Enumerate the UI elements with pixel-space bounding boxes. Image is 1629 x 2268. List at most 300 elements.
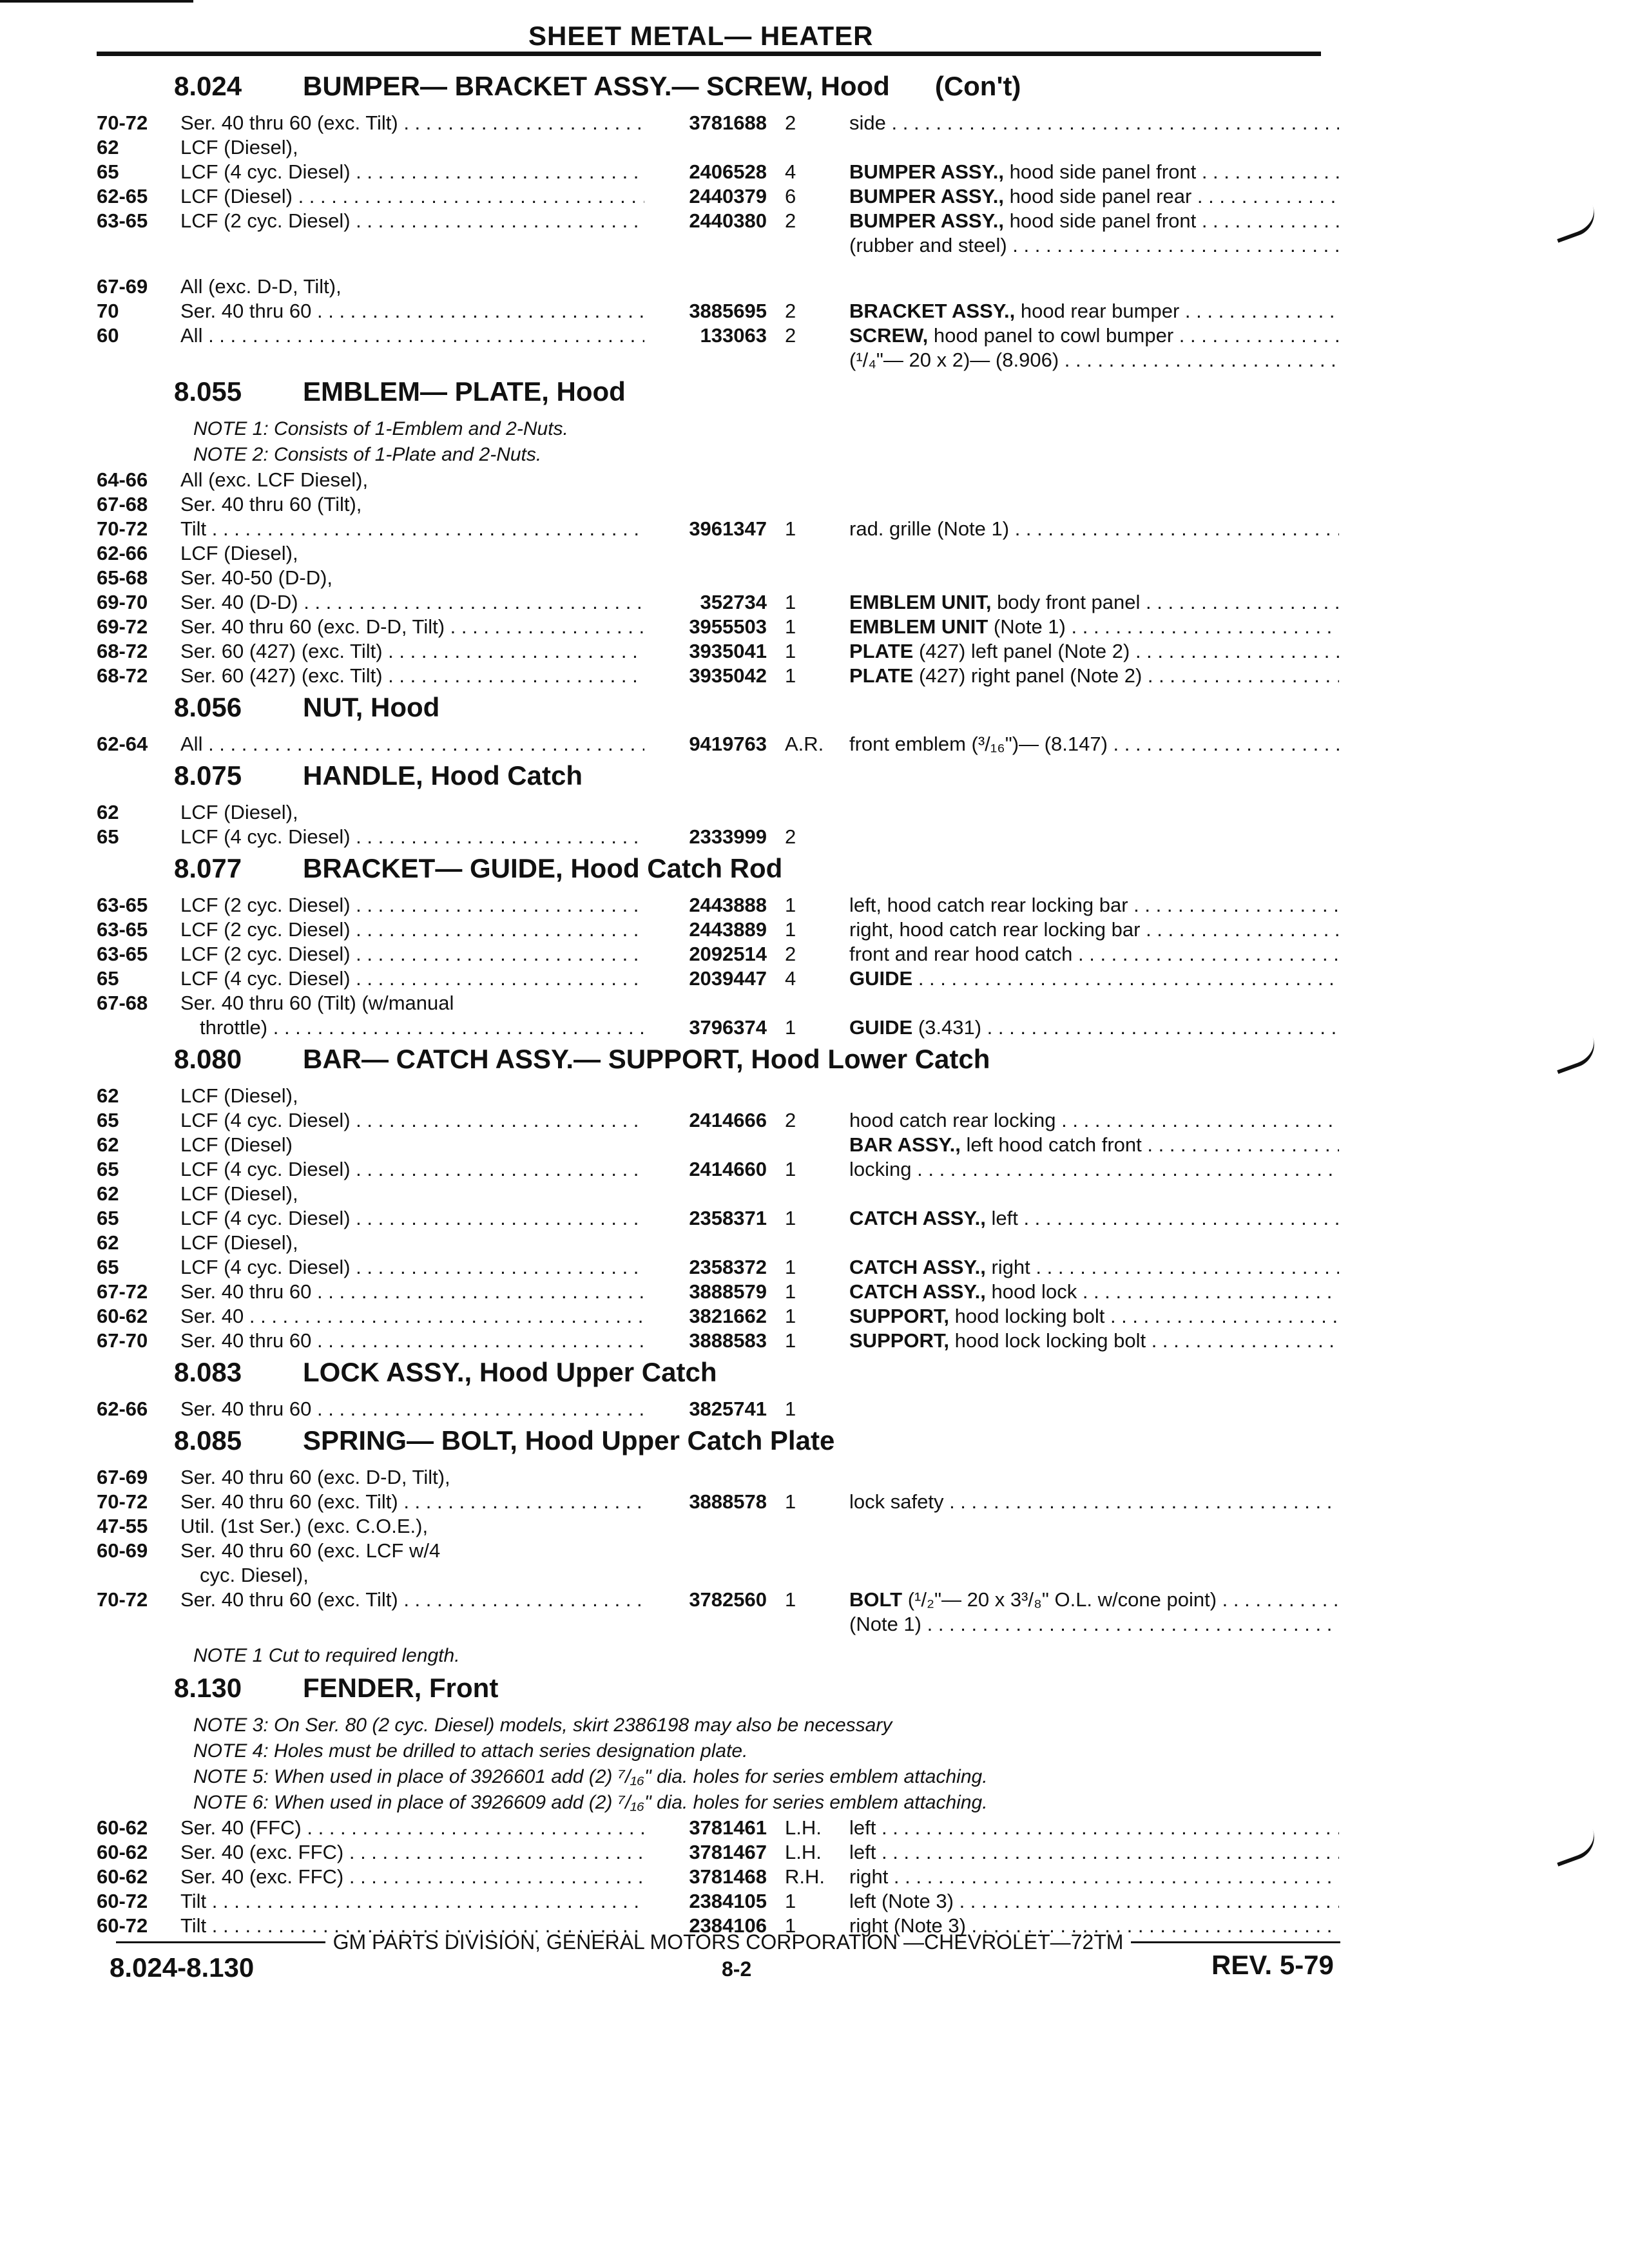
description-name: BOLT	[849, 1588, 903, 1611]
section-note: NOTE 6: When used in place of 3926609 add (2) ⁷/₁₆" dia. holes for series emblem attaching.	[193, 1792, 988, 1813]
model-application	[180, 1588, 644, 1612]
table-row	[97, 1255, 1347, 1280]
description-detail: hood locking bolt	[954, 1305, 1105, 1327]
model-text-wrap	[180, 1889, 644, 1914]
description-text	[849, 349, 1339, 371]
model-text: Ser. 60 (427) (exc. Tilt) . . .	[180, 664, 644, 687]
description-text	[849, 1109, 1339, 1131]
model-text: Ser. 40 thru 60 . . .	[180, 1398, 644, 1420]
part-number	[644, 800, 773, 825]
quantity: 1	[785, 1305, 796, 1327]
description-detail: left	[849, 1841, 876, 1863]
quantity: 1	[785, 1890, 796, 1912]
table-row	[97, 918, 1347, 942]
model-text-wrap	[180, 1588, 644, 1612]
section-8-075	[97, 760, 1347, 849]
table-row	[97, 323, 1347, 348]
year-range: 65	[97, 1109, 119, 1131]
description-detail: front emblem (³/₁₆")— (8.147)	[849, 733, 1108, 755]
year-range	[97, 1563, 180, 1588]
model-text: LCF (4 cyc. Diesel) . . .	[180, 1207, 644, 1229]
part-number: 3888578	[689, 1490, 767, 1513]
section-note: NOTE 3: On Ser. 80 (2 cyc. Diesel) models, skirt 2386198 may also be necessary	[193, 1715, 892, 1736]
model-text: LCF (Diesel),	[180, 1182, 298, 1205]
part-description	[830, 1157, 1339, 1182]
year-range: 60-62	[97, 1305, 148, 1327]
quantity: 1	[785, 894, 796, 916]
description-name: PLATE	[849, 640, 914, 662]
description-text	[849, 967, 1339, 990]
section-title: NUT, Hood	[303, 692, 440, 722]
description-detail: (¹/₄"— 20 x 2)— (8.906)	[849, 349, 1059, 371]
parts-listing	[97, 71, 1347, 1942]
model-text: LCF (2 cyc. Diesel) . . .	[180, 943, 644, 965]
description-detail: side	[849, 111, 886, 134]
model-text-wrap	[180, 825, 644, 849]
model-application	[180, 991, 644, 1015]
part-description	[830, 1490, 1339, 1514]
model-text-wrap	[180, 566, 333, 590]
description-name: CATCH ASSY.,	[849, 1256, 986, 1278]
quantity: 4	[785, 967, 796, 990]
model-application	[180, 541, 644, 566]
quantity	[773, 492, 830, 517]
model-text: Ser. 40 thru 60 . . .	[180, 300, 644, 322]
footer-rule-right	[1131, 1941, 1340, 1943]
description-text	[849, 1016, 1339, 1039]
part-number: 352734	[700, 591, 767, 613]
model-text: LCF (4 cyc. Diesel) . . .	[180, 160, 644, 183]
table-row	[97, 1889, 1347, 1914]
part-description	[830, 1304, 1339, 1329]
section-number: 8.024	[174, 71, 242, 101]
year-range: 62-64	[97, 733, 148, 755]
year-range: 62-66	[97, 542, 148, 564]
section-number: 8.056	[174, 692, 242, 722]
part-description	[830, 639, 1339, 664]
part-number: 3935041	[689, 640, 767, 662]
model-application	[180, 566, 644, 590]
part-number	[644, 274, 773, 299]
model-application	[180, 893, 644, 918]
description-text	[849, 1329, 1339, 1352]
part-description	[830, 184, 1339, 209]
row-gap	[97, 258, 1347, 274]
part-number	[644, 1133, 773, 1157]
model-text: Ser. 40 thru 60 (exc. D-D, Tilt),	[180, 1466, 450, 1488]
year-range: 60-62	[97, 1841, 148, 1863]
quantity	[773, 1465, 830, 1490]
quantity: 2	[785, 300, 796, 322]
part-number	[644, 468, 773, 492]
section-8-083	[97, 1357, 1347, 1421]
table-row	[97, 160, 1347, 184]
model-text: Ser. 40 (exc. FFC) . . .	[180, 1865, 644, 1888]
model-text: All . . .	[180, 733, 644, 755]
model-text-wrap	[180, 590, 644, 615]
model-text-wrap	[180, 135, 298, 160]
part-description	[830, 1280, 1339, 1304]
model-text: LCF (Diesel),	[180, 1084, 298, 1107]
quantity: 1	[785, 640, 796, 662]
model-text-wrap	[180, 111, 644, 135]
section-heading	[97, 1044, 1347, 1084]
description-detail: (427) right panel (Note 2)	[918, 664, 1142, 687]
quantity: 4	[785, 160, 796, 183]
model-text: LCF (Diesel) . . .	[180, 185, 644, 207]
part-description	[830, 1563, 1339, 1588]
year-range: 47-55	[97, 1515, 148, 1537]
year-range: 63-65	[97, 894, 148, 916]
model-application	[180, 1108, 644, 1133]
part-number	[644, 1514, 773, 1539]
year-range: 62	[97, 1231, 119, 1254]
quantity: R.H.	[785, 1865, 825, 1888]
part-number: 2039447	[689, 967, 767, 990]
part-number: 3825741	[689, 1398, 767, 1420]
year-range: 60-72	[97, 1890, 148, 1912]
description-text	[849, 1890, 1339, 1912]
quantity: 2	[785, 209, 796, 232]
year-range: 65-68	[97, 566, 148, 589]
description-text	[849, 918, 1339, 941]
section-title: BUMPER— BRACKET ASSY.— SCREW, Hood	[303, 71, 890, 101]
model-text-wrap	[180, 966, 644, 991]
section-number: 8.085	[174, 1425, 242, 1456]
part-number	[644, 348, 773, 372]
model-text: Ser. 40 thru 60 . . .	[180, 1280, 644, 1303]
description-name: PLATE	[849, 664, 914, 687]
table-row	[97, 1588, 1347, 1612]
part-number: 133063	[700, 324, 767, 347]
year-range	[97, 1612, 180, 1637]
part-number: 2414666	[689, 1109, 767, 1131]
model-text-wrap	[180, 1397, 644, 1421]
part-number: 2358371	[689, 1207, 767, 1229]
description-name: BAR ASSY.,	[849, 1133, 961, 1156]
model-application	[180, 184, 644, 209]
section-number: 8.055	[174, 376, 242, 407]
model-text: Ser. 40 . . .	[180, 1305, 644, 1327]
binder-hole-mark	[1550, 1829, 1601, 1867]
part-description	[830, 1108, 1339, 1133]
part-description	[830, 664, 1339, 688]
model-application	[180, 639, 644, 664]
year-range: 68-72	[97, 664, 148, 687]
model-text: LCF (Diesel),	[180, 136, 298, 159]
model-text: LCF (4 cyc. Diesel) . . .	[180, 1256, 644, 1278]
table-row	[97, 1865, 1347, 1889]
description-text	[849, 1865, 1339, 1888]
table-row	[97, 348, 1347, 372]
description-detail: hood lock	[991, 1280, 1077, 1303]
model-text-wrap	[180, 1231, 298, 1255]
model-application	[180, 1514, 644, 1539]
part-description	[830, 135, 1339, 160]
description-detail: lock safety	[849, 1490, 944, 1513]
table-row	[97, 615, 1347, 639]
section-note: NOTE 1 Cut to required length.	[193, 1645, 460, 1666]
description-name: BRACKET ASSY.,	[849, 300, 1016, 322]
description-detail: left, hood catch rear locking bar	[849, 894, 1128, 916]
model-application	[180, 918, 644, 942]
model-text-wrap	[180, 918, 644, 942]
part-description	[830, 966, 1339, 991]
model-application	[180, 1157, 644, 1182]
page-title: SHEET METAL— HEATER	[528, 21, 874, 51]
section-number: 8.083	[174, 1357, 242, 1387]
part-description	[830, 1329, 1339, 1353]
part-description	[830, 233, 1339, 258]
model-text-wrap	[180, 664, 644, 688]
table-row	[97, 590, 1347, 615]
description-detail: body front panel	[997, 591, 1141, 613]
model-application	[180, 1329, 644, 1353]
description-text	[849, 1613, 1339, 1635]
description-text	[849, 160, 1339, 183]
model-text: Ser. 40 thru 60 (exc. Tilt) . . .	[180, 1490, 644, 1513]
model-text-wrap	[180, 1280, 644, 1304]
year-range: 67-70	[97, 1329, 148, 1352]
description-detail: left	[991, 1207, 1018, 1229]
model-application	[180, 348, 644, 372]
quantity: 1	[785, 615, 796, 638]
model-application	[180, 1206, 644, 1231]
quantity: L.H.	[785, 1841, 822, 1863]
section-title: FENDER, Front	[303, 1673, 499, 1703]
description-detail: right (Note 3)	[849, 1914, 966, 1937]
description-name: EMBLEM UNIT	[849, 615, 988, 638]
footer-section-range: 8.024-8.130	[110, 1952, 255, 1983]
model-text: Ser. 40 (D-D) . . .	[180, 591, 644, 613]
part-number: 2443888	[689, 894, 767, 916]
model-text: LCF (Diesel),	[180, 542, 298, 564]
year-range: 63-65	[97, 943, 148, 965]
quantity	[773, 1084, 830, 1108]
model-application	[180, 1465, 644, 1490]
model-application	[180, 664, 644, 688]
model-text-wrap	[180, 800, 298, 825]
part-number: 3955503	[689, 615, 767, 638]
description-name: CATCH ASSY.,	[849, 1280, 986, 1303]
quantity	[773, 1563, 830, 1588]
description-detail: left (Note 3)	[849, 1890, 954, 1912]
model-text-wrap	[180, 492, 361, 517]
model-application	[180, 1539, 644, 1563]
description-text	[849, 234, 1339, 256]
part-description	[830, 800, 1339, 825]
model-text-wrap	[180, 1108, 644, 1133]
description-text	[849, 517, 1339, 540]
part-description	[830, 566, 1339, 590]
part-number	[644, 991, 773, 1015]
part-number: 2384105	[689, 1890, 767, 1912]
description-name: CATCH ASSY.,	[849, 1207, 986, 1229]
model-application	[180, 299, 644, 323]
part-number	[644, 1084, 773, 1108]
model-text: Ser. 40 thru 60 (Tilt) (w/manual	[180, 992, 454, 1014]
description-text	[849, 1841, 1339, 1863]
part-number: 3888583	[689, 1329, 767, 1352]
model-application	[180, 1255, 644, 1280]
year-range: 65	[97, 1256, 119, 1278]
description-detail: front and rear hood catch	[849, 943, 1073, 965]
table-row	[97, 966, 1347, 991]
table-row	[97, 233, 1347, 258]
description-text	[849, 733, 1339, 755]
quantity: 1	[785, 1016, 796, 1039]
section-8-024	[97, 71, 1347, 372]
part-description	[830, 1865, 1339, 1889]
part-description	[830, 323, 1339, 348]
model-text-wrap	[180, 1015, 644, 1040]
section-heading	[97, 760, 1347, 800]
footer-revision: REV. 5-79	[1211, 1950, 1334, 1980]
year-range: 62	[97, 801, 119, 823]
model-text: LCF (4 cyc. Diesel) . . .	[180, 825, 644, 848]
description-name: BUMPER ASSY.,	[849, 160, 1005, 183]
model-application	[180, 517, 644, 541]
year-range: 62	[97, 1182, 119, 1205]
section-heading	[97, 1357, 1347, 1397]
table-row	[97, 299, 1347, 323]
table-row	[97, 991, 1347, 1015]
table-row	[97, 1108, 1347, 1133]
part-description	[830, 1084, 1339, 1108]
description-detail: locking	[849, 1158, 912, 1180]
part-description	[830, 1840, 1339, 1865]
quantity	[773, 1539, 830, 1563]
part-number	[644, 1465, 773, 1490]
table-row	[97, 1182, 1347, 1206]
model-text-wrap	[180, 942, 644, 966]
part-description	[830, 541, 1339, 566]
description-text	[849, 1588, 1339, 1611]
year-range	[97, 348, 180, 372]
quantity: 2	[785, 1109, 796, 1131]
part-description	[830, 1465, 1339, 1490]
year-range: 62-66	[97, 1398, 148, 1420]
description-text	[849, 111, 1339, 134]
table-row	[97, 1084, 1347, 1108]
table-row	[97, 1397, 1347, 1421]
quantity: 1	[785, 1588, 796, 1611]
footer-rule-left	[116, 1941, 325, 1943]
model-text-wrap	[180, 991, 454, 1015]
model-text-wrap	[180, 1539, 440, 1563]
part-description	[830, 299, 1339, 323]
model-text-wrap	[180, 1490, 644, 1514]
year-range	[97, 1015, 180, 1040]
section-title: BRACKET— GUIDE, Hood Catch Rod	[303, 853, 783, 883]
model-application	[180, 1840, 644, 1865]
model-application	[180, 209, 644, 233]
model-text: Ser. 40 thru 60 . . .	[180, 1329, 644, 1352]
model-application	[180, 1865, 644, 1889]
model-text-wrap	[180, 732, 644, 756]
year-range: 70-72	[97, 111, 148, 134]
part-number: 2440379	[689, 185, 767, 207]
model-text: All (exc. D-D, Tilt),	[180, 275, 342, 298]
section-8-077	[97, 853, 1347, 1040]
model-text-wrap	[180, 468, 368, 492]
table-row	[97, 1304, 1347, 1329]
model-text: LCF (2 cyc. Diesel) . . .	[180, 894, 644, 916]
model-text-wrap	[180, 541, 298, 566]
quantity	[773, 800, 830, 825]
part-description	[830, 942, 1339, 966]
model-text-wrap	[180, 1182, 298, 1206]
year-range: 70	[97, 300, 119, 322]
quantity	[773, 233, 830, 258]
part-description	[830, 1514, 1339, 1539]
model-application	[180, 1133, 644, 1157]
model-text: Tilt . . .	[180, 1914, 644, 1937]
part-number	[644, 492, 773, 517]
part-number: 3935042	[689, 664, 767, 687]
part-description	[830, 615, 1339, 639]
description-detail: (Note 1)	[993, 615, 1066, 638]
model-text: cyc. Diesel),	[200, 1564, 309, 1586]
part-number: 3885695	[689, 300, 767, 322]
part-number	[644, 1182, 773, 1206]
description-text	[849, 1490, 1339, 1513]
section-8-055	[97, 376, 1347, 688]
model-text-wrap	[180, 184, 644, 209]
part-description	[830, 1206, 1339, 1231]
part-description	[830, 590, 1339, 615]
model-application	[180, 1563, 644, 1588]
model-application	[180, 1490, 644, 1514]
table-row	[97, 1206, 1347, 1231]
model-text: LCF (Diesel)	[180, 1133, 293, 1156]
description-detail: hood lock locking bolt	[954, 1329, 1146, 1352]
model-application	[180, 492, 644, 517]
table-row	[97, 1563, 1347, 1588]
model-application	[180, 966, 644, 991]
year-range: 65	[97, 1207, 119, 1229]
part-description	[830, 1889, 1339, 1914]
section-8-130	[97, 1673, 1347, 1938]
description-detail: hood side panel rear	[1009, 185, 1192, 207]
description-name: BUMPER ASSY.,	[849, 185, 1005, 207]
section-note: NOTE 2: Consists of 1-Plate and 2-Nuts.	[193, 444, 542, 465]
description-detail: hood side panel front	[1009, 209, 1197, 232]
model-application	[180, 825, 644, 849]
description-text	[849, 894, 1339, 916]
model-application	[180, 160, 644, 184]
part-description	[830, 1397, 1339, 1421]
model-application	[180, 590, 644, 615]
model-text: Ser. 40 (FFC) . . .	[180, 1816, 644, 1839]
model-text: Ser. 40 (exc. FFC) . . .	[180, 1841, 644, 1863]
footer-line	[116, 1930, 1340, 1954]
top-edge-mark	[0, 0, 193, 3]
quantity: 2	[785, 324, 796, 347]
table-row	[97, 209, 1347, 233]
table-row	[97, 566, 1347, 590]
quantity: A.R.	[785, 733, 824, 755]
quantity: 1	[785, 591, 796, 613]
part-number: 2406528	[689, 160, 767, 183]
model-text: Ser. 40 thru 60 (exc. Tilt) . . .	[180, 1588, 644, 1611]
year-range: 63-65	[97, 918, 148, 941]
year-range: 60-62	[97, 1865, 148, 1888]
year-range: 64-66	[97, 468, 148, 491]
table-row	[97, 468, 1347, 492]
model-application	[180, 800, 644, 825]
description-detail: hood side panel front	[1009, 160, 1197, 183]
